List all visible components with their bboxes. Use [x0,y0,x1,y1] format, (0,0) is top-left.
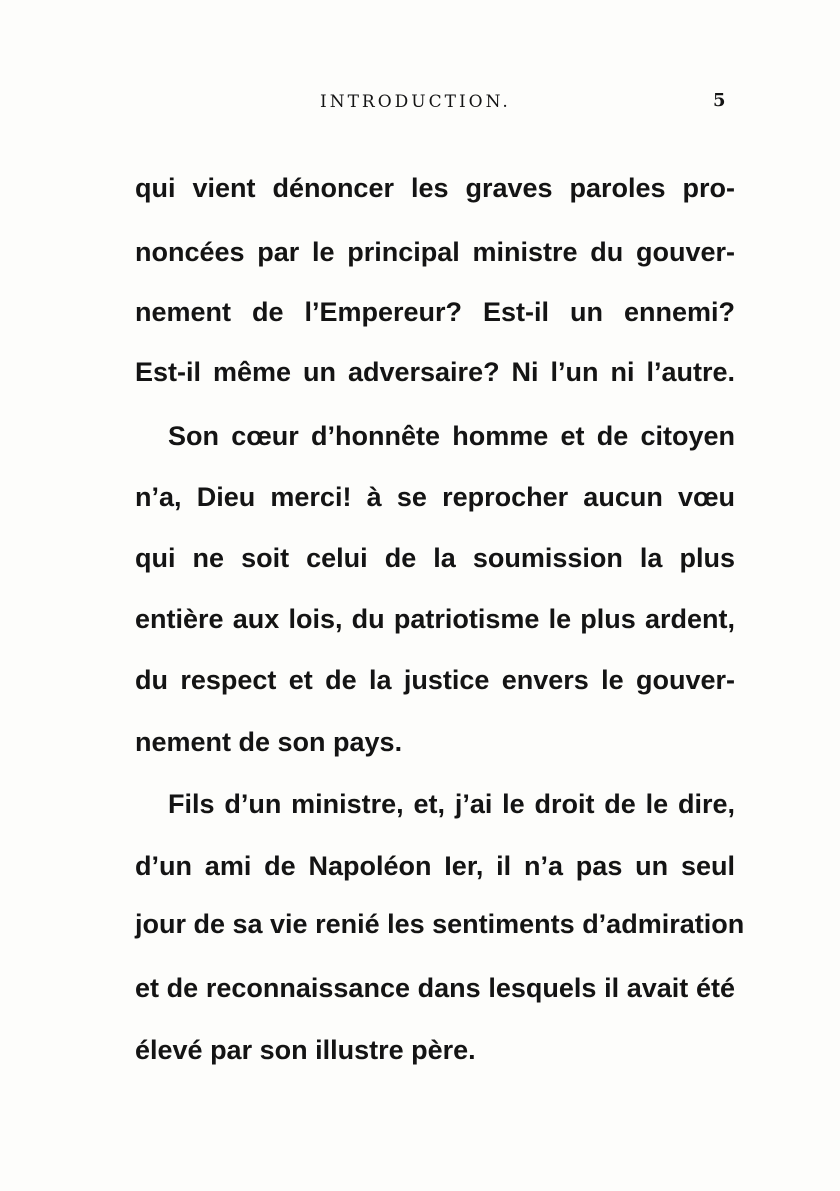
text-line: noncées par le principal ministre du gouver- [135,237,735,267]
text-line: entière aux lois, du patriotisme le plus ardent, [135,604,735,634]
running-head-title: INTRODUCTION. [320,92,511,112]
text-line: d’un ami de Napoléon Ier, il n’a pas un seul [135,851,735,881]
text-line: nement de l’Empereur? Est-il un ennemi? [135,297,735,327]
text-line: élevé par son illustre père. [135,1035,476,1065]
text-line: n’a, Dieu merci! à se reprocher aucun vœu [135,482,735,512]
page-number: 5 [713,90,726,111]
text-line: et de reconnaissance dans lesquels il avait été [135,973,735,1003]
text-line: qui ne soit celui de la soumission la plus [135,543,735,573]
text-line: Est-il même un adversaire? Ni l’un ni l’autre. [135,357,735,387]
text-line: du respect et de la justice envers le gouver- [135,665,735,695]
text-line: Fils d’un ministre, et, j’ai le droit de le dire, [168,789,735,819]
text-line: jour de sa vie renié les sentiments d’admiration [135,909,745,939]
text-line: Son cœur d’honnête homme et de citoyen [168,421,735,451]
text-line: nement de son pays. [135,727,403,757]
text-line: qui vient dénoncer les graves paroles pro- [135,173,735,203]
